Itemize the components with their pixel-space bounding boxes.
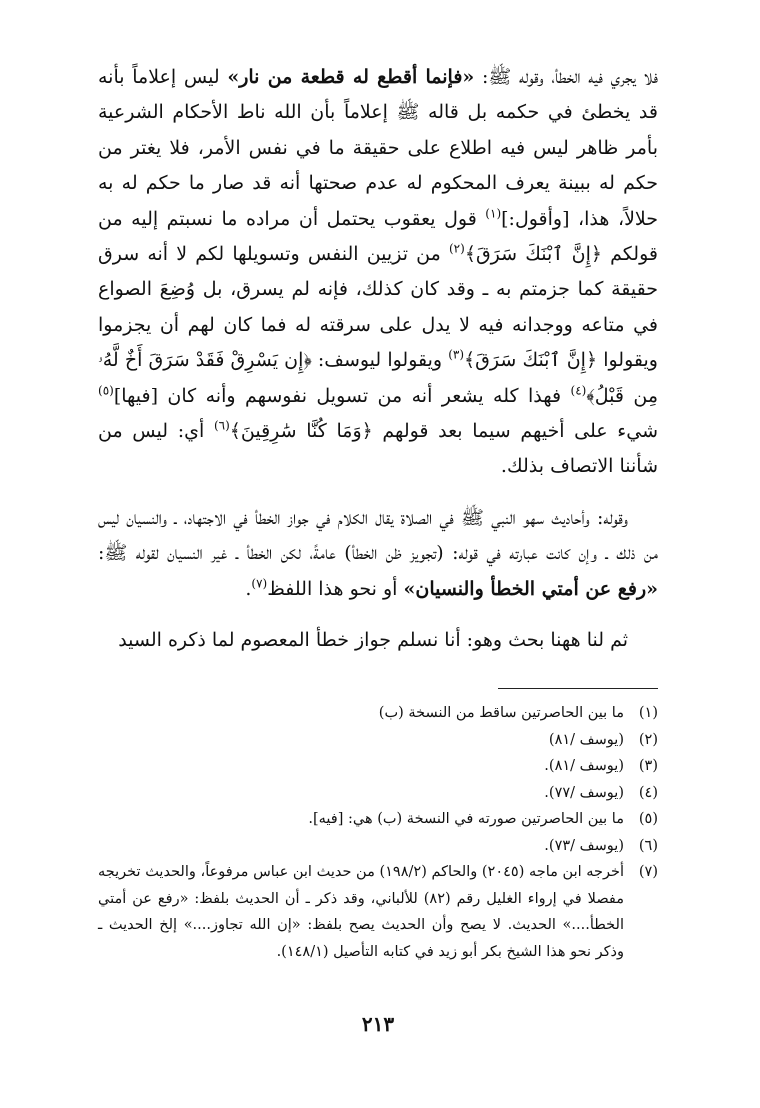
paragraph (98, 60, 658, 485)
footnote-ref[interactable]: (٦) (213, 418, 230, 433)
text-segment: قول يعقوب يحتمل أن مراده ما نسبتم إليه من قولكم (98, 207, 658, 266)
footnote-ref[interactable]: (٥) (98, 383, 114, 398)
footnote-ref[interactable]: (٢) (448, 241, 465, 256)
footnote-text: ما بين الحاصرتين ساقط من النسخة (ب) (378, 705, 624, 721)
footnote (98, 806, 658, 833)
quran-verse: ﴿إِنَّ ٱبْنَكَ سَرَقَ﴾ (464, 349, 598, 372)
footnote-number: (٤) (638, 784, 658, 801)
footnote-text: (يوسف /٧٧). (544, 784, 624, 801)
quran-verse: ﴿إِنَّ ٱبْنَكَ سَرَقَ﴾ (464, 243, 602, 266)
footnote-number: (٦) (638, 837, 658, 854)
footnote (98, 753, 658, 780)
hadith-quote: «رفع عن أمتي الخطأ والنسيان» (403, 577, 658, 600)
text-segment: فلا يجري فيه الخطأ، وقوله ﷺ: (474, 66, 658, 88)
text-segment: شيء على أخيهم سيما بعد قولهم (372, 420, 658, 443)
text-segment: ويقولوا ليوسف: (311, 349, 449, 372)
page (98, 60, 658, 1100)
footnote (98, 727, 658, 754)
text-segment: أي: ليس من شأننا الاتصاف بذلك. (98, 420, 658, 478)
footnote-number: (٢) (638, 731, 658, 748)
footnote-ref[interactable]: (٤) (570, 383, 587, 398)
footnote-divider (498, 688, 658, 689)
footnote-number: (١) (638, 705, 658, 721)
footnotes (98, 700, 658, 965)
text-segment: ثم لنا ههنا بحث وهو: أنا نسلم جواز خطأ المعصوم لما ذكره السيد (118, 629, 628, 652)
paragraph (98, 501, 658, 607)
text-segment: من تزيين النفس وتسويلها لكم لا أنه سرق حقيقة كما جزمتم به ـ وقد كان كذلك، فإنه لم يسرق، بل وُضِعَ الصواع في متاعه ووجدانه فيه لا يدل على سرقته له فما كان لهم أن يجزموا ويقولوا (98, 243, 658, 372)
footnote-number: (٥) (638, 811, 658, 827)
footnote-text: أخرجه ابن ماجه (٢٠٤٥) والحاكم (١٩٨/٢) من حديث ابن عباس مرفوعاً، والحديث تخريجه مفصلا في إرواء الغليل رقم (٨٢) للألباني، وقد ذكر ـ أن الحديث بلفظ: «رفع عن أمتي الخطأ....» الحديث. لا يصح وأن الحديث يصح بلفظ: «إن الله تجاوز....» إلخ الحديث ـ وذكر نحو هذا الشيخ بكر أبو زيد في كتابه التأصيل (١٤٨/١). (98, 864, 624, 960)
footnote-ref[interactable]: (٧) (251, 576, 268, 591)
footnote-ref[interactable]: (٣) (448, 347, 465, 362)
quran-verse: ﴿إِن يَسْرِقْ فَقَدْ سَرَقَ أَخٌ لَّهُۥ مِن قَبْلُ﴾ (98, 349, 658, 407)
text-segment: ليس إعلاماً بأنه قد يخطئ في حكمه بل قاله ﷺ إعلاماً بأن الله ناط الأحكام الشرعية بأمر ظاهر ليس فيه اطلاع على حقيقة ما في نفس الأمر، فلا يغتر من حكم له ببينة يعرف المحكوم له عدم صحتها أنه قد صار ما حكم له به حلالاً، هذا، [وأقول:] (98, 66, 658, 230)
text-segment: . (245, 577, 252, 600)
footnote-text: ما بين الحاصرتين صورته في النسخة (ب) هي: [فيه]. (308, 811, 624, 827)
main-text (98, 60, 658, 659)
text-segment: فهذا كله يشعر أنه من تسويل نفوسهم وأنه كان [فيها] (113, 384, 571, 407)
paragraph (98, 623, 658, 658)
text-segment: أو نحو هذا اللفظ (267, 577, 404, 600)
footnote-text: (يوسف /٧٣). (544, 837, 624, 854)
footnote-number: (٧) (638, 864, 658, 880)
footnote (98, 833, 658, 860)
footnote-ref[interactable]: (١) (485, 206, 502, 221)
footnote-text: (يوسف /٨١). (544, 758, 624, 774)
footnote-text: (يوسف /٨١) (548, 731, 624, 748)
footnote (98, 700, 658, 727)
hadith-quote: «فإنما أقطع له قطعة من نار» (227, 66, 475, 88)
footnote (98, 780, 658, 807)
footnote (98, 859, 658, 965)
quran-verse: ﴿وَمَا كُنَّا سَٰرِقِينَ﴾ (229, 420, 373, 443)
footnote-number: (٣) (638, 758, 658, 774)
page-number: ٢١٣ (361, 1012, 395, 1036)
text-segment: وقوله: وأحاديث سهو النبي ﷺ في الصلاة يقال الكلام في جواز الخطأ في الاجتهاد، ـ والنسيان ليس من ذلك ـ وإن كانت عبارته في قوله: (تجويز ظن الخطأ) عامةً، لكن الخطأ ـ غير النسيان لقوله ﷺ: (98, 506, 658, 565)
